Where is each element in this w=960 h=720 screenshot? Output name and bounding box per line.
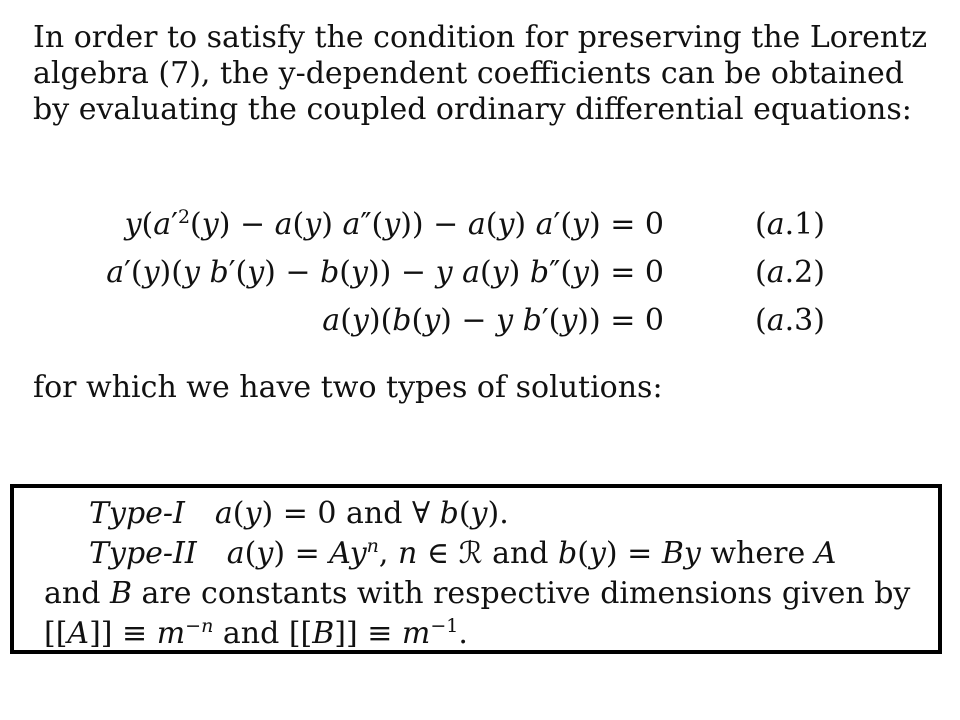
equation-row [0,202,960,248]
equation-a2-math: a′(y)(y b′(y) − b(y)) − y a(y) b″(y) = 0 [106,255,664,290]
type2-line: Type-II $a(y) = Ay^n$, n ∈ ℛ and b(y) = By where A [89,535,837,571]
solutions-intro-paragraph: for which we have two types of solutions: [33,370,663,405]
type2-continuation-line: and B are constants with respective dimensions given by [44,576,911,611]
type1-label: Type-I [89,496,185,531]
intro-paragraph: In order to satisfy the condition for preserving the Lorentz algebra (7), the y-dependent coefficients can be obtained by evaluating the coupled ordinary differential equations: [33,20,928,127]
type2-dimensions-line: $[[A]] \equiv m^{-n}$ and $[[B]] \equiv m^{-1}$. [44,615,468,651]
equation-a1-math: $y(a'^2(y) - a(y) a''(y)) - a(y) a'(y) = 0$ [124,206,664,242]
equation-a3-tag: (a.3) [755,303,825,338]
equation-a1-tag: (a.1) [755,207,825,242]
solutions-box [10,484,942,654]
equation-block [0,202,960,352]
type1-line: Type-I a(y) = 0 and ∀ b(y). [89,496,509,531]
equation-a3-math: a(y)(b(y) − y b′(y)) = 0 [322,303,664,338]
equation-row [0,250,960,296]
equation-a2-tag: (a.2) [755,255,825,290]
type2-label: Type-II [89,536,197,571]
equation-row [0,298,960,344]
